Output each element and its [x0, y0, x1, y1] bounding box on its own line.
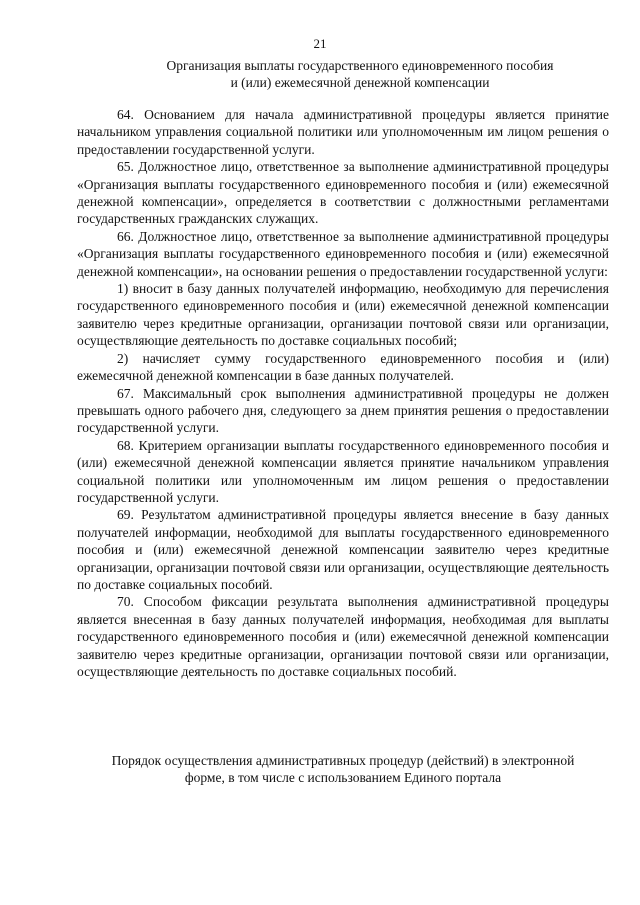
next-section-title: [77, 752, 609, 787]
paragraph-66: 66. Должностное лицо, ответственное за выполнение административной процедуры «Организация выплаты государственного единовременного пособия и (или) ежемесячной денежной компенсации», на основании решения о предоставлении государственной услуги:: [77, 228, 609, 279]
paragraph-66-item-2: 2) начисляет сумму государственного единовременного пособия и (или) ежемесячной денежной компенсации в базе данных получателей.: [77, 350, 609, 384]
paragraph-70: 70. Способом фиксации результата выполнения административной процедуры является внесенная в базу данных получателей информация, необходимая для выплаты государственного единовременного пособия и (или) ежемесячной денежной компенсации заявителю через кредитные организации, организации почтовой связи или организации, осуществляющие деятельность по доставке социальных пособий.: [77, 594, 609, 679]
section-title: [120, 57, 600, 91]
paragraph-69: 69. Результатом административной процедуры является внесение в базу данных получателей информации, необходимой для выплаты государственного единовременного пособия и (или) ежемесячной денежной компенсации заявителю через кредитные организации, организации почтовой связи или организации, осуществляющие деятельность по доставке социальных пособий.: [77, 507, 609, 592]
page-number: 21: [313, 36, 327, 51]
document-body: [77, 106, 609, 680]
next-section-title-line-1: Порядок осуществления административных процедур (действий) в электронной: [111, 753, 575, 768]
paragraph-68: 68. Критерием организации выплаты государственного единовременного пособия и (или) ежемесячной денежной компенсации является принятие начальником управления социальной политики или уполномоченным им лицом решения о предоставлении государственной услуги.: [77, 437, 609, 505]
paragraph-64: 64. Основанием для начала административной процедуры является принятие начальником управления социальной политики или уполномоченным им лицом решения о предоставлении государственной услуги.: [77, 107, 609, 157]
paragraph-65: 65. Должностное лицо, ответственное за выполнение административной процедуры «Организация выплаты государственного единовременного пособия и (или) ежемесячной денежной компенсации», определяется в соответствии с должностными регламентами государственных гражданских служащих.: [77, 159, 609, 227]
section-title-line-1: Организация выплаты государственного единовременного пособия: [166, 58, 554, 73]
section-title-line-2: и (или) ежемесячной денежной компенсации: [230, 75, 490, 90]
paragraph-66-item-1: 1) вносит в базу данных получателей информацию, необходимую для перечисления государственного единовременного пособия и (или) ежемесячной денежной компенсации заявителю через кредитные организации, организации почтовой связи или организации, осуществляющие деятельность по доставке социальных пособий;: [77, 281, 609, 349]
paragraph-67: 67. Максимальный срок выполнения административной процедуры не должен превышать одного рабочего дня, следующего за днем принятия решения о предоставлении государственной услуги.: [77, 385, 609, 436]
next-section-title-line-2: форме, в том числе с использованием Единого портала: [184, 770, 502, 786]
